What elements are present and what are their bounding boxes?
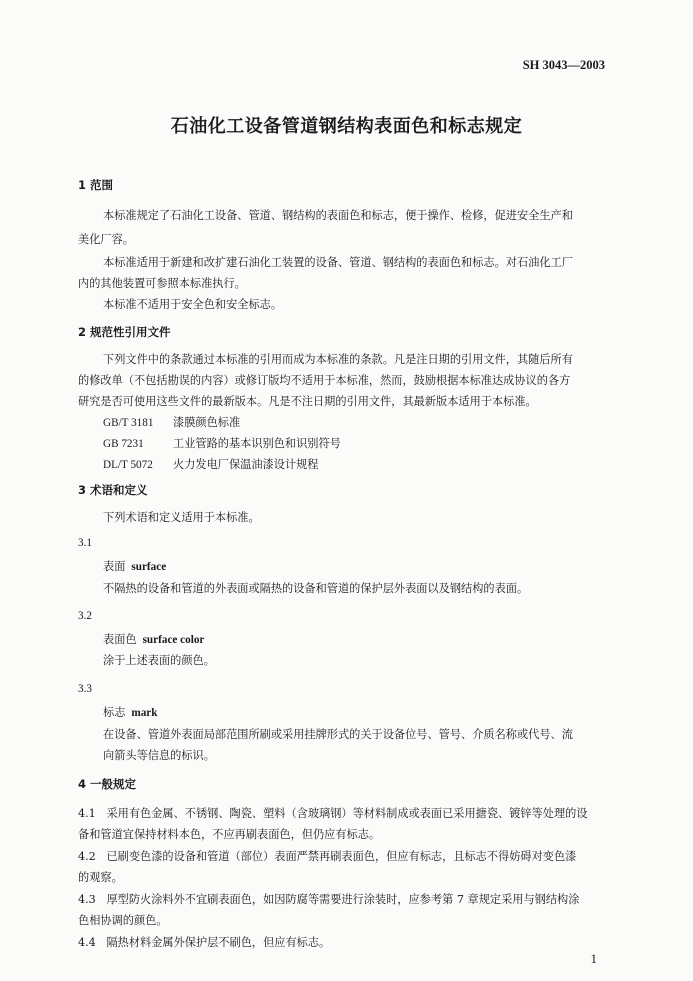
section-2-para-1-cont2: 研究是否可使用这些文件的最新版本。凡是不注日期的引用文件，其最新版本适用于本标准。 [78, 395, 537, 408]
reference-code: GB 7231 [103, 438, 144, 450]
reference-code: GB/T 3181 [103, 417, 154, 429]
section-1-heading: 1 范围 [78, 178, 114, 192]
clause-4-3-cont: 色相协调的颜色。 [78, 914, 168, 927]
clause-4-2-cont: 的观察。 [78, 871, 123, 884]
section-1-para-1-cont: 美化厂容。 [78, 233, 134, 246]
clause-4-4: 4.4 隔热材料金属外保护层不刷色，但应有标志。 [78, 936, 331, 949]
reference-code: DL/T 5072 [103, 459, 153, 471]
term-definition: 不隔热的设备和管道的外表面或隔热的设备和管道的保护层外表面以及钢结构的表面。 [103, 582, 529, 595]
term-number: 3.3 [78, 683, 92, 695]
clause-4-3: 4.3 厚型防火涂料外不宜刷表面色，如因防腐等需要进行涂装时，应参考第 7 章规定采用与钢结构涂 [78, 893, 580, 906]
section-3-heading: 3 术语和定义 [78, 483, 148, 497]
reference-title: 漆膜颜色标准 [173, 416, 241, 429]
section-1-para-3: 本标准不适用于安全色和安全标志。 [103, 298, 283, 311]
section-1-para-2-cont: 内的其他装置可参照本标准执行。 [78, 277, 246, 290]
section-1-para-1: 本标准规定了石油化工设备、管道、钢结构的表面色和标志，便于操作、检修，促进安全生产和 [103, 209, 573, 222]
clause-4-1-cont: 备和管道宜保持材料本色，不应再刷表面色，但仍应有标志。 [78, 828, 381, 841]
section-3-intro: 下列术语和定义适用于本标准。 [103, 511, 260, 524]
term-name: 表面色 surface color [103, 633, 205, 646]
standard-code: SH 3043—2003 [522, 58, 605, 72]
reference-item [103, 414, 240, 430]
page-number: 1 [590, 951, 597, 966]
term-definition: 涂于上述表面的颜色。 [103, 654, 215, 667]
section-1-para-2: 本标准适用于新建和改扩建石油化工装置的设备、管道、钢结构的表面色和标志。对石油化工厂 [103, 256, 573, 269]
reference-title: 火力发电厂保温油漆设计规程 [173, 458, 319, 471]
term-definition-cont: 向箭头等信息的标识。 [103, 749, 215, 762]
term-name: 表面 surface [103, 560, 167, 573]
reference-item [103, 435, 341, 451]
term-number: 3.2 [78, 610, 92, 622]
section-2-para-1-cont: 的修改单（不包括勘误的内容）或修订版均不适用于本标准，然而，鼓励根据本标准达成协议的各方 [78, 374, 571, 387]
reference-title: 工业管路的基本识别色和识别符号 [173, 437, 341, 450]
clause-4-1: 4.1 采用有色金属、不锈钢、陶瓷、塑料（含玻璃钢）等材料制成或表面已采用搪瓷、镀锌等处理的设 [78, 807, 588, 820]
term-number: 3.1 [78, 537, 92, 549]
section-2-para-1: 下列文件中的条款通过本标准的引用而成为本标准的条款。凡是注日期的引用文件，其随后所有 [103, 353, 573, 366]
reference-item [103, 456, 318, 472]
section-2-heading: 2 规范性引用文件 [78, 325, 171, 339]
term-definition: 在设备、管道外表面局部范围所刷或采用挂牌形式的关于设备位号、管号、介质名称或代号、流 [103, 728, 573, 741]
page-title: 石油化工设备管道钢结构表面色和标志规定 [170, 116, 523, 137]
term-name: 标志 mark [103, 706, 158, 719]
clause-4-2: 4.2 已刷变色漆的设备和管道（部位）表面严禁再刷表面色，但应有标志，且标志不得妨碍对变色漆 [78, 850, 577, 863]
section-4-heading: 4 一般规定 [78, 777, 137, 791]
